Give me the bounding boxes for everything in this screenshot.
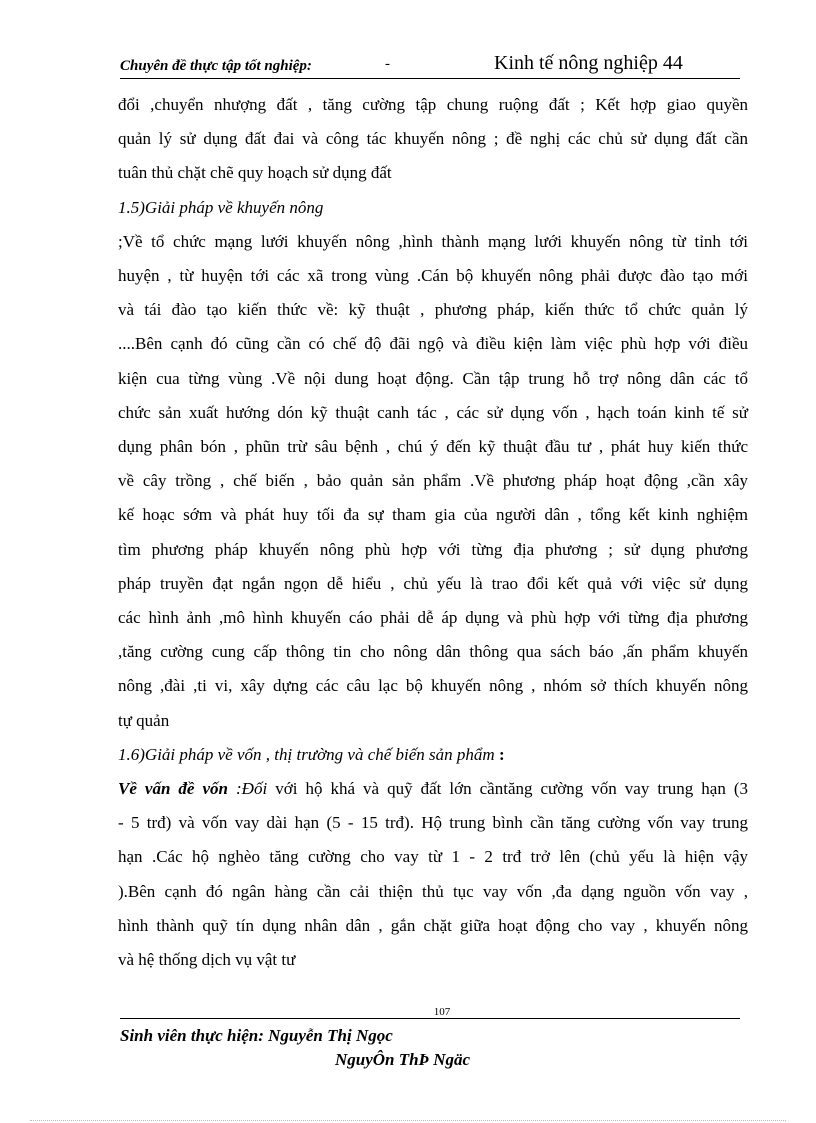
- body-line: hạn .Các hộ nghèo tăng cường cho vay từ 1 - 2 trđ trở lên (chủ yếu là hiện vậy: [118, 847, 748, 867]
- body-line: ,tăng cường cung cấp thông tin cho nông dân thông qua sách báo ,ấn phẩm khuyến: [118, 642, 748, 662]
- section-heading-1-6-text: 1.6)Giải pháp về vốn , thị trường và chế biến sản phẩm: [118, 744, 495, 764]
- body-line: đổi ,chuyển nhượng đất , tăng cường tập chung ruộng đất ; Kết hợp giao quyền: [118, 95, 748, 114]
- body-line: về cây trồng , chế biến , bảo quản sản phẩm .Về phương pháp hoạt động ,cần xây: [118, 471, 748, 491]
- body-line: ....Bên cạnh đó cũng cần có chế độ đãi ngộ và điều kiện làm việc phù hợp với điều: [118, 334, 748, 354]
- footer-rule: [120, 1018, 740, 1019]
- body-line: huyện , từ huyện tới các xã trong vùng .Cán bộ khuyến nông phải được đào tạo mới: [118, 266, 748, 286]
- body-line: ;Về tổ chức mạng lưới khuyến nông ,hình thành mạng lưới khuyến nông từ tỉnh tới: [118, 231, 748, 251]
- section-heading-colon: :: [494, 744, 505, 764]
- body-line: nông ,đài ,ti vi, xây dựng các câu lạc bộ khuyến nông , nhóm sở thích khuyến nông: [118, 676, 748, 696]
- body-line: các hình ảnh ,mô hình khuyến cáo phải dễ áp dụng và phù hợp với từng địa phương: [118, 608, 748, 628]
- header-title: Chuyên đề thực tập tốt nghiệp:: [120, 58, 312, 74]
- capital-first-line: [118, 772, 748, 806]
- body-line: - 5 trđ) và vốn vay dài hạn (5 - 15 trđ). Hộ trung bình cần tăng cường vốn vay trung: [118, 813, 748, 833]
- capital-label: Về vấn đề vốn: [118, 779, 228, 799]
- document-body: [118, 88, 748, 977]
- body-line: dụng phân bón , phũn trừ sâu bệnh , chú ý đến kỹ thuật đầu tư , phát huy kiến thức: [118, 437, 748, 457]
- capital-lead: :Đối: [228, 779, 268, 799]
- header-subject: Kinh tế nông nghiệp 44: [494, 52, 683, 74]
- student-name-garbled: NguyÔn ThÞ Ngäc: [335, 1050, 471, 1069]
- body-line: và tái đào tạo kiến thức về: kỹ thuật , phương pháp, kiến thức tổ chức quản lý: [118, 300, 748, 320]
- page-number: 107: [420, 1006, 464, 1018]
- body-line: và hệ thống dịch vụ vật tư: [118, 950, 296, 970]
- page-bottom-border: [30, 1120, 786, 1121]
- body-line: kiện cua từng vùng .Về nội dung hoạt động. Cần tập trung hỗ trợ nông dân các tổ: [118, 368, 748, 388]
- section-heading-1-5: 1.5)Giải pháp về khuyến nông: [118, 197, 324, 217]
- body-line: hình thành quỹ tín dụng nhân dân , gắn chặt giữa hoạt động cho vay , khuyến nông: [118, 915, 748, 935]
- body-line: tìm phương pháp khuyến nông phù hợp với từng địa phương ; sử dụng phương: [118, 539, 748, 559]
- body-line: tuân thủ chặt chẽ quy hoạch sử dụng đất: [118, 163, 392, 183]
- page-header: [120, 54, 740, 79]
- header-dash: -: [385, 56, 390, 72]
- body-line: tự quản: [118, 710, 170, 730]
- section-heading-1-6: [118, 738, 748, 772]
- body-line: chức sản xuất hướng dón kỹ thuật canh tác , các sử dụng vốn , hạch toán kinh tế sử: [118, 402, 748, 422]
- body-line: ).Bên cạnh đó ngân hàng cần cải thiện thủ tục vay vốn ,đa dạng nguồn vốn vay ,: [118, 881, 748, 901]
- student-name: Sinh viên thực hiện: Nguyễn Thị Ngọc: [120, 1026, 393, 1045]
- body-line: pháp truyền đạt ngắn ngọn dễ hiểu , chủ yếu là trao đổi kết quả với việc sử dụng: [118, 573, 748, 593]
- body-line: quản lý sử dụng đất đai và công tác khuyến nông ; đề nghị các chủ sử dụng đất cần: [118, 129, 748, 149]
- capital-first-rest: với hộ khá và quỹ đất lớn cầntăng cường vốn vay trung hạn (3: [267, 779, 748, 799]
- body-line: kế hoạc sớm và phát huy tối đa sự tham gia của người dân , tổng kết kinh nghiệm: [118, 505, 748, 525]
